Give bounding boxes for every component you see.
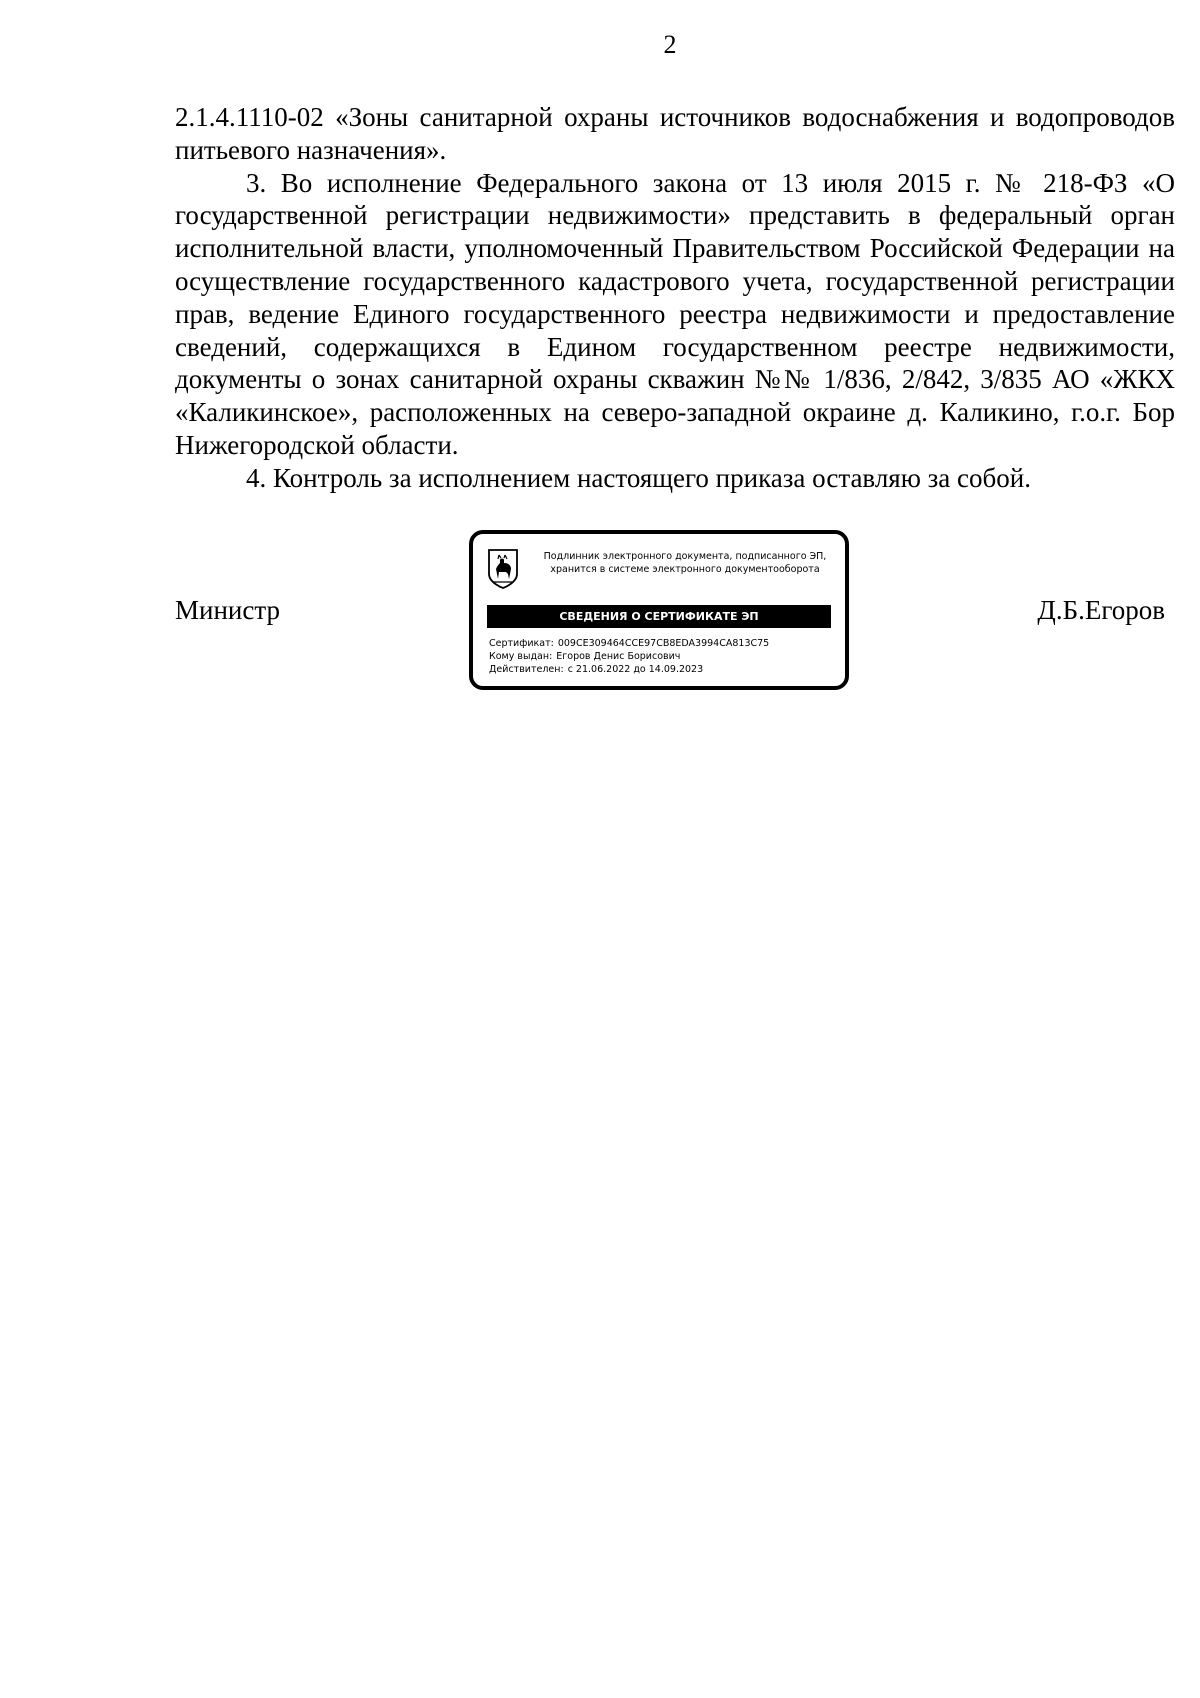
- certificate-value: 009CE309464CCE97CB8EDA3994CA813C75: [557, 638, 770, 649]
- stamp-row-validity: [489, 663, 769, 676]
- stamp-header-line-1: Подлинник электронного документа, подписанного ЭП,: [543, 551, 827, 562]
- document-body: [175, 101, 1175, 495]
- certificate-label: Сертификат:: [489, 638, 554, 649]
- paragraph-continuation: 2.1.4.1110-02 «Зоны санитарной охраны источников водоснабжения и водопроводов питьевого назначения».: [175, 102, 1175, 165]
- issued-to-value: Егоров Денис Борисович: [556, 651, 681, 662]
- valid-label: Действителен:: [489, 664, 564, 675]
- issued-to-label: Кому выдан:: [489, 651, 553, 662]
- e-signature-stamp: [469, 530, 849, 690]
- stamp-header-line-2: хранится в системе электронного документооборота: [550, 564, 820, 575]
- page-number: 2: [663, 30, 677, 59]
- signer-role: Министр: [175, 595, 280, 625]
- stamp-details: [489, 637, 769, 676]
- stamp-row-certificate: [489, 637, 769, 650]
- signer-name: Д.Б.Егоров: [1037, 595, 1165, 625]
- deer-coat-of-arms-icon: [487, 548, 519, 590]
- paragraph-item-3: 3. Во исполнение Федерального закона от 13 июля 2015 г. № 218-ФЗ «О государственной регистрации недвижимости» представить в федеральный орган исполнительной власти, уполномоченный Правительством Российской Федерации на осуществление государственного кадастрового учета, государственной регистрации прав, ведение Единого государственного реестра недвижимости и предоставление сведений, содержащихся в Едином государственном реестре недвижимости, документы о зонах санитарной охраны скважин №№ 1/836, 2/842, 3/835 АО «ЖКХ «Каликинское», расположенных на северо-западной окраине д. Каликино, г.о.г. Бор Нижегородской области.: [175, 167, 1175, 460]
- stamp-header: [529, 550, 841, 576]
- stamp-row-issued-to: [489, 650, 769, 663]
- valid-value: с 21.06.2022 до 14.09.2023: [567, 664, 704, 675]
- stamp-band-title: СВЕДЕНИЯ О СЕРТИФИКАТЕ ЭП: [487, 605, 831, 628]
- paragraph-item-4: 4. Контроль за исполнением настоящего приказа оставляю за собой.: [246, 462, 1031, 493]
